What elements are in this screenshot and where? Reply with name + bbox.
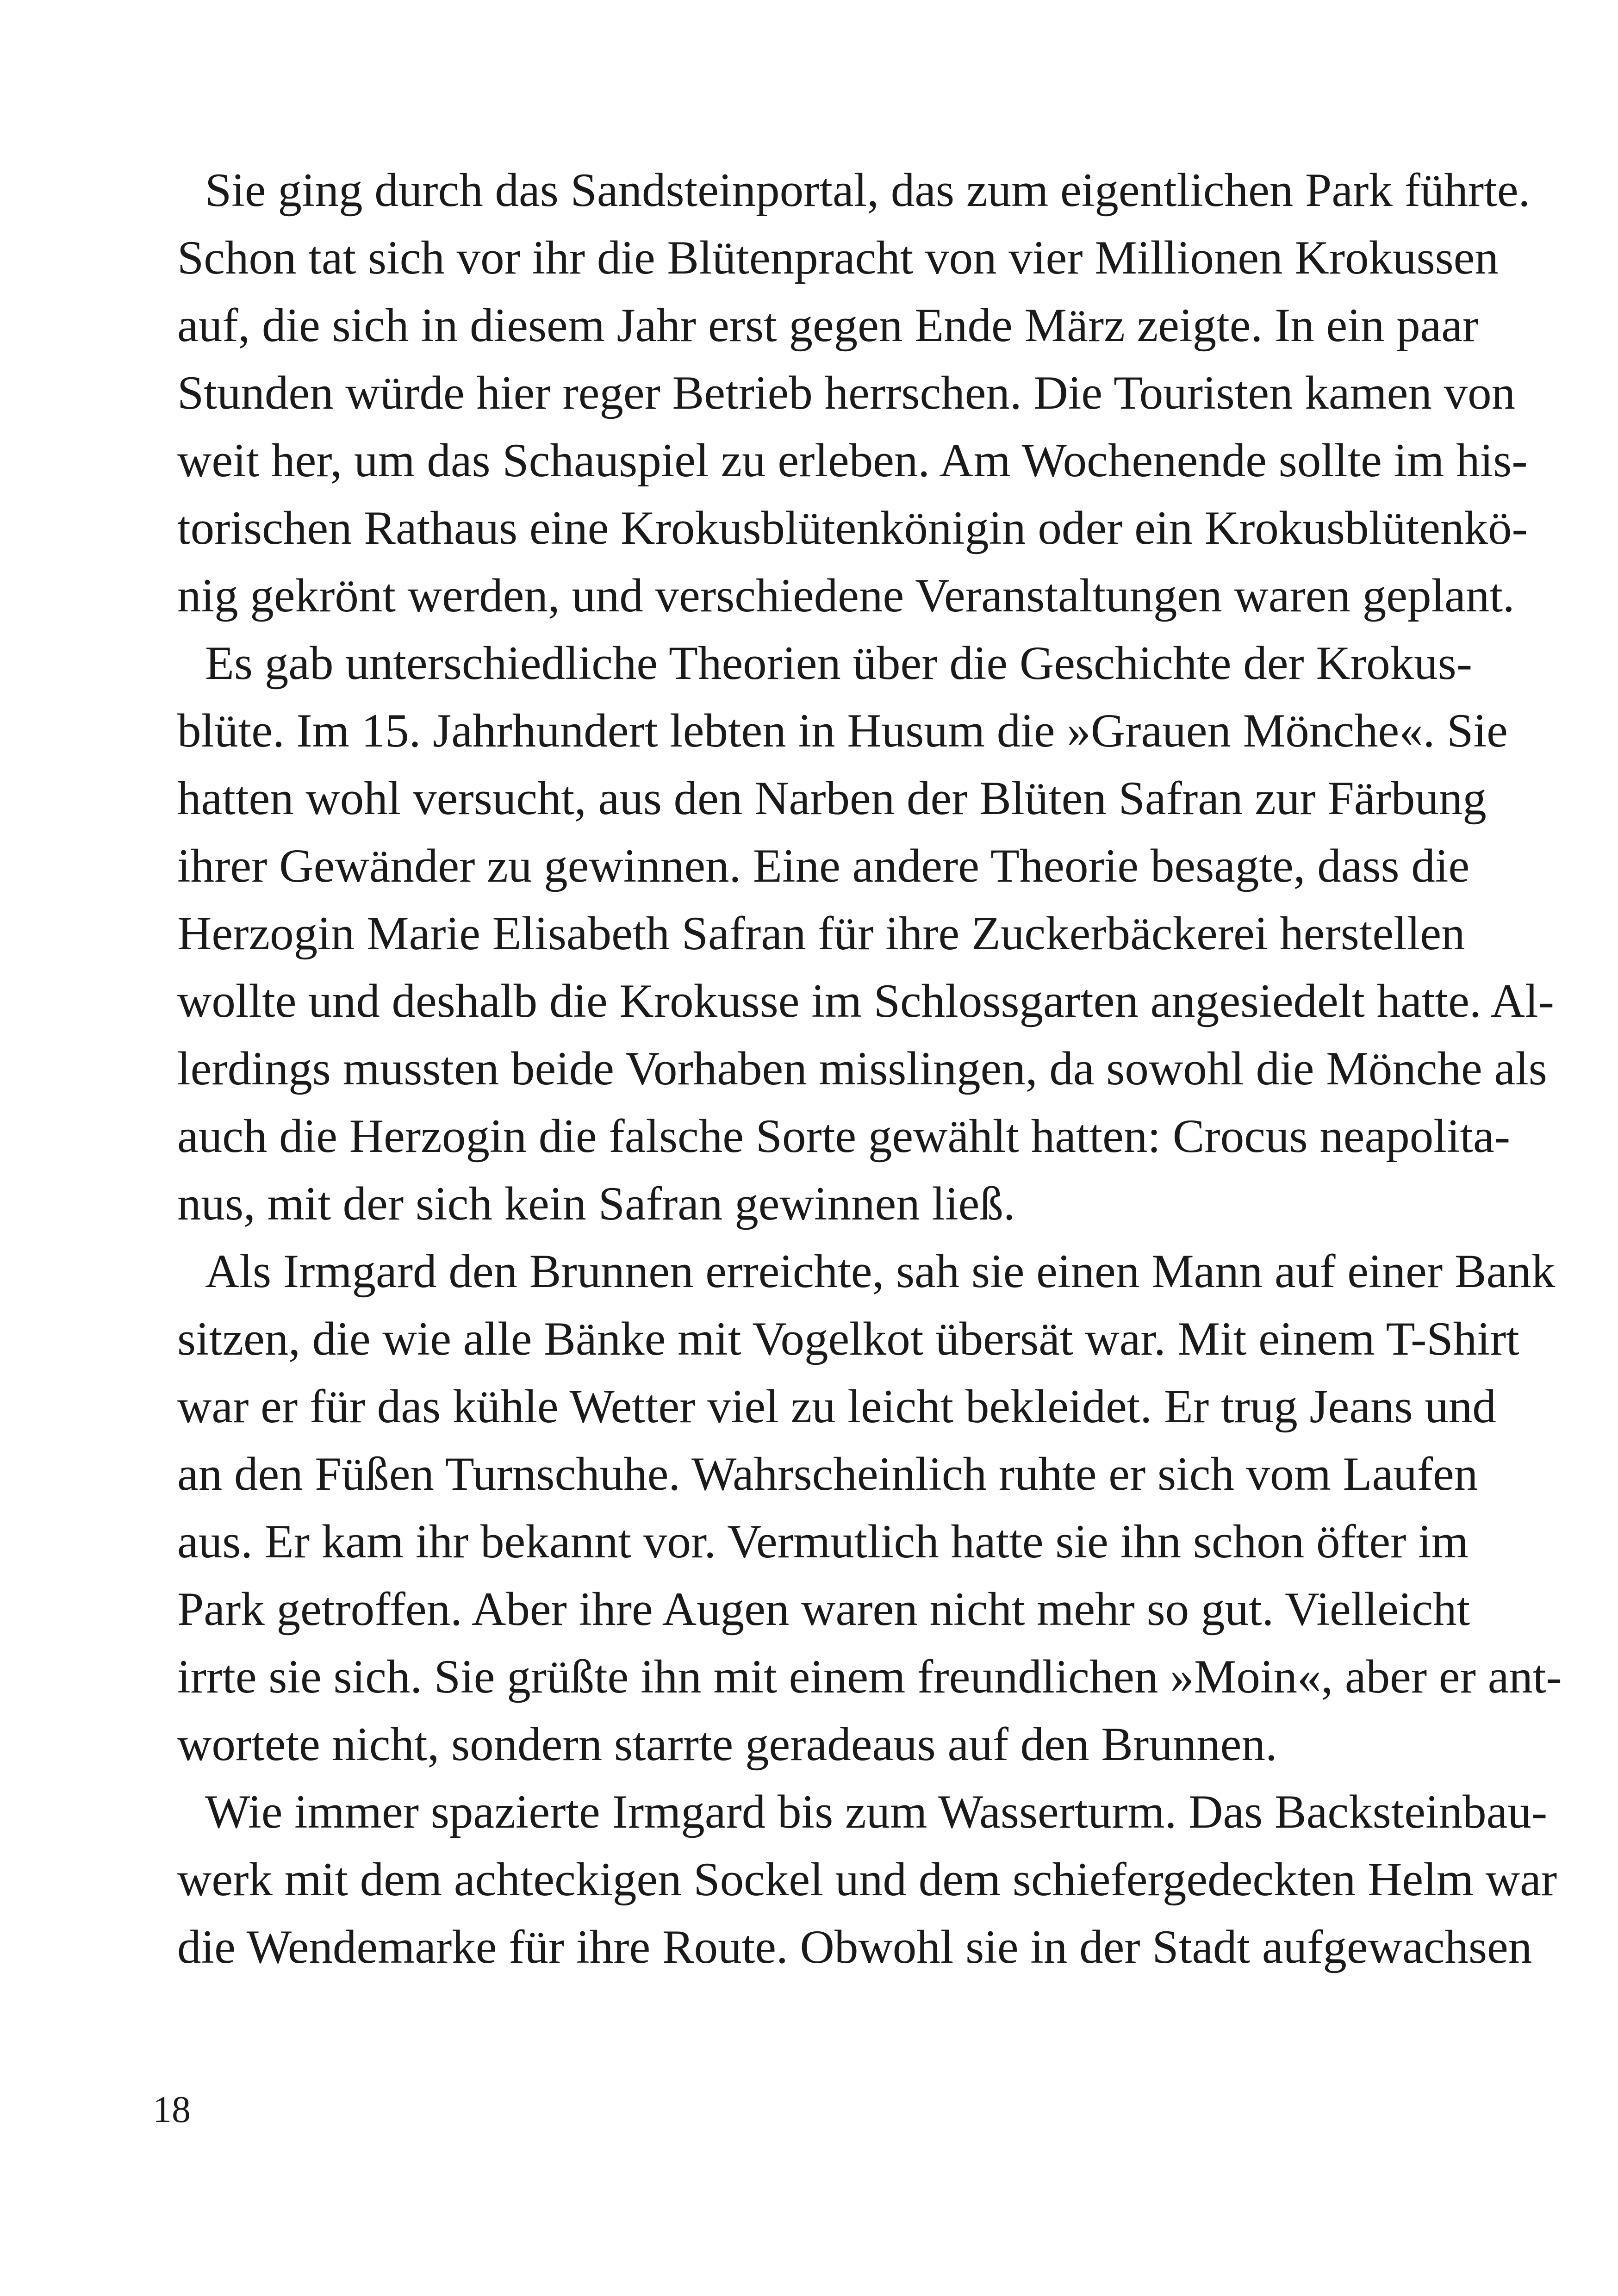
text-line: nig gekrönt werden, und verschiedene Veranstaltungen waren geplant. (177, 569, 1515, 622)
text-line: Es gab unterschiedliche Theorien über die Geschichte der Krokus- (205, 637, 1473, 690)
text-line: war er für das kühle Wetter viel zu leicht bekleidet. Er trug Jeans und (177, 1380, 1496, 1433)
text-line: Stunden würde hier reger Betrieb herrschen. Die Touristen kamen von (177, 367, 1516, 419)
text-line: an den Füßen Turnschuhe. Wahrscheinlich ruhte er sich vom Laufen (177, 1448, 1478, 1500)
text-line: Als Irmgard den Brunnen erreichte, sah sie einen Mann auf einer Bank (205, 1245, 1556, 1298)
page-number: 18 (153, 2088, 191, 2130)
text-line: hatten wohl versucht, aus den Narben der Blüten Safran zur Färbung (177, 772, 1487, 825)
text-line: Park getroffen. Aber ihre Augen waren nicht mehr so gut. Vielleicht (177, 1583, 1470, 1636)
text-line: Schon tat sich vor ihr die Blütenpracht von vier Millionen Krokussen (177, 231, 1499, 284)
text-line: nus, mit der sich kein Safran gewinnen ließ. (177, 1177, 1015, 1230)
text-line: aus. Er kam ihr bekannt vor. Vermutlich hatte sie ihn schon öfter im (177, 1515, 1469, 1568)
text-line: auch die Herzogin die falsche Sorte gewählt hatten: Crocus neapolita- (177, 1110, 1511, 1163)
body-text (177, 156, 1562, 1981)
text-line: irrte sie sich. Sie grüßte ihn mit einem freundlichen »Moin«, aber er ant- (177, 1650, 1562, 1703)
text-line: sitzen, die wie alle Bänke mit Vogelkot übersät war. Mit einem T-Shirt (177, 1313, 1519, 1365)
text-line: wollte und deshalb die Krokusse im Schlossgarten angesiedelt hatte. Al- (177, 975, 1554, 1027)
text-line: Herzogin Marie Elisabeth Safran für ihre Zuckerbäckerei herstellen (177, 907, 1465, 960)
text-line: werk mit dem achteckigen Sockel und dem schiefergedeckten Helm war (177, 1853, 1557, 1906)
text-line: Wie immer spazierte Irmgard bis zum Wasserturm. Das Backsteinbau- (205, 1786, 1548, 1838)
text-line: weit her, um das Schauspiel zu erleben. Am Wochenende sollte im his- (177, 434, 1528, 487)
text-line: blüte. Im 15. Jahrhundert lebten in Husum die »Grauen Mönche«. Sie (177, 704, 1508, 757)
text-line: ihrer Gewänder zu gewinnen. Eine andere Theorie besagte, dass die (177, 840, 1470, 892)
text-line: auf, die sich in diesem Jahr erst gegen Ende März zeigte. In ein paar (177, 299, 1479, 352)
text-line: Sie ging durch das Sandsteinportal, das zum eigentlichen Park führte. (205, 164, 1531, 217)
text-line: lerdings mussten beide Vorhaben misslingen, da sowohl die Mönche als (177, 1042, 1547, 1095)
text-line: die Wendemarke für ihre Route. Obwohl sie in der Stadt aufgewachsen (177, 1921, 1532, 1973)
text-line: wortete nicht, sondern starrte geradeaus auf den Brunnen. (177, 1718, 1277, 1771)
text-line: torischen Rathaus eine Krokusblütenkönigin oder ein Krokusblütenkö- (177, 502, 1528, 554)
